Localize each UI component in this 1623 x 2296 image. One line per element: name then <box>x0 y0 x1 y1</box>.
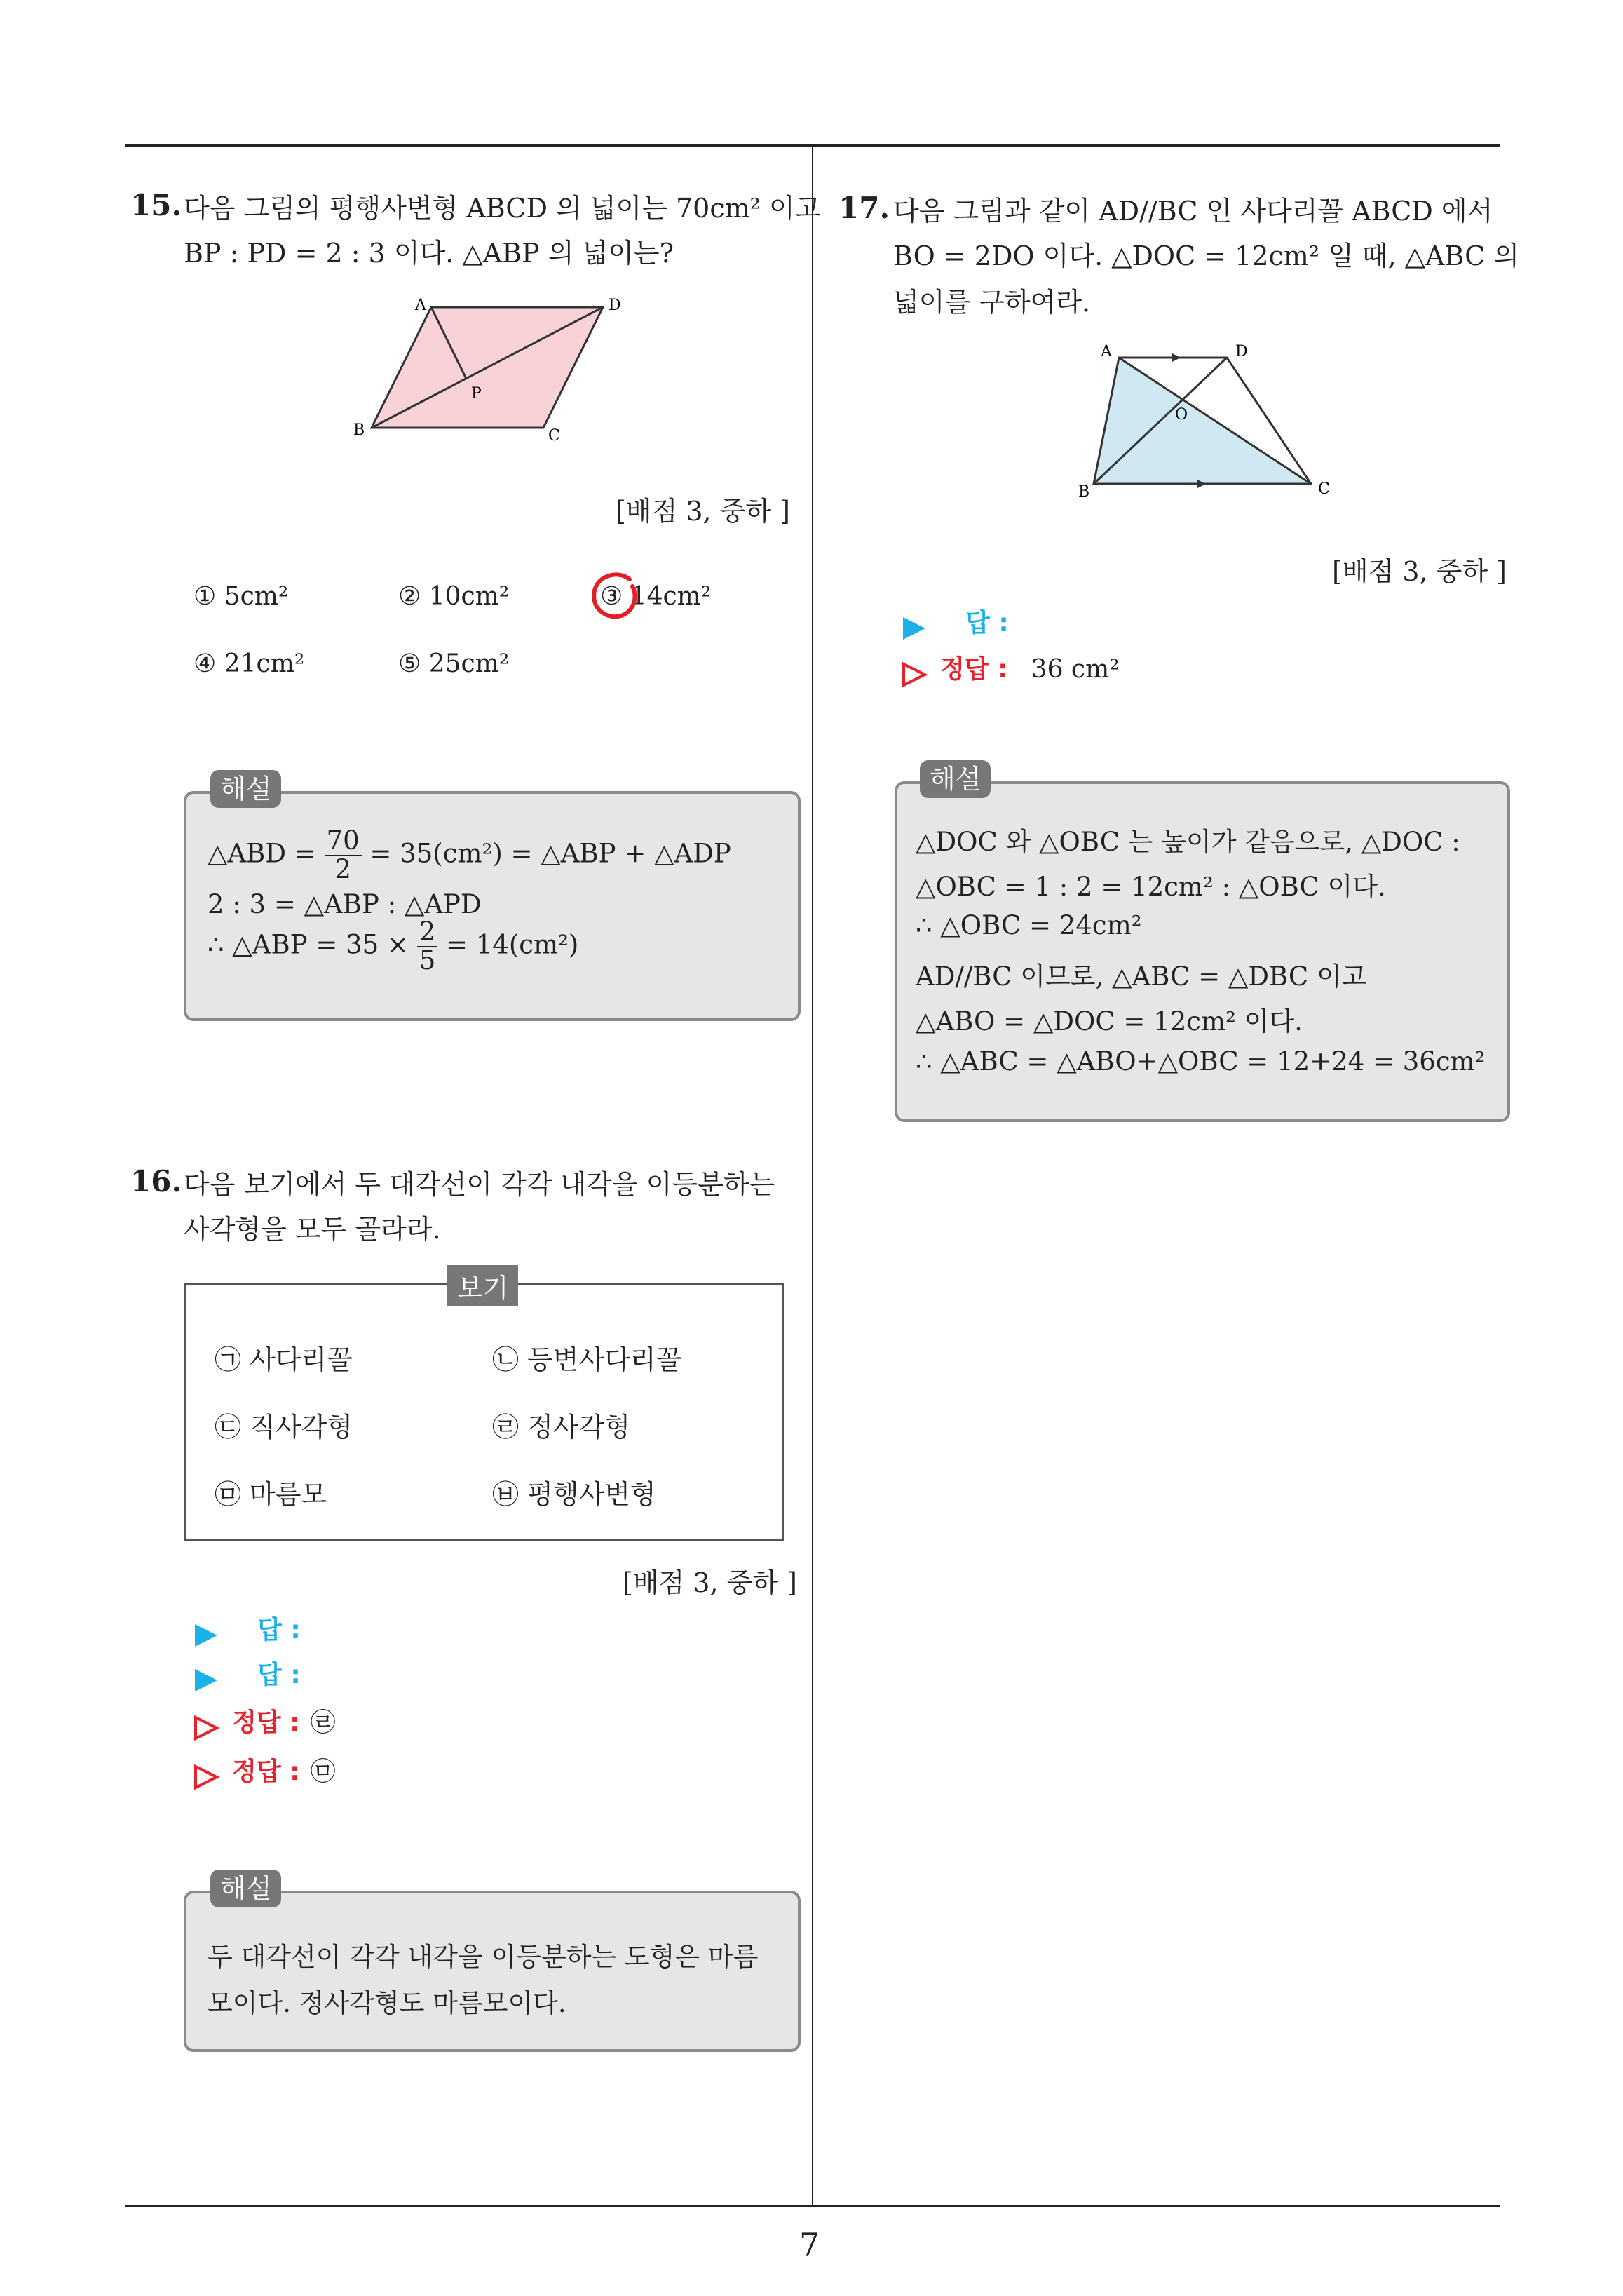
label-d: D <box>609 297 621 314</box>
correct-arrow-icon <box>193 1715 219 1741</box>
question-15-solution-line2: 2 : 3 = △ABP : △APD <box>208 889 482 919</box>
triangle-abc-shaded <box>1094 358 1311 484</box>
question-16-correct-1 <box>193 1703 336 1741</box>
choice-3[interactable]: ③ 14cm² <box>600 582 712 611</box>
question-16-answer-1[interactable] <box>193 1610 301 1648</box>
bogi-item-5: ㉤ 마름모 <box>215 1479 327 1510</box>
answer-label: 답 : <box>257 1616 301 1645</box>
question-17-line3: 넓이를 구하여라. <box>893 287 1091 318</box>
question-16-line1: 다음 보기에서 두 대각선이 각각 내각을 이등분하는 <box>184 1169 775 1200</box>
question-15-number: 15. <box>130 188 182 222</box>
question-15-line2: BP : PD = 2 : 3 이다. △ABP 의 넓이는? <box>184 238 674 269</box>
question-15-solution-tab: 해설 <box>210 770 281 808</box>
bogi-item-2: ㉡ 등변사다리꼴 <box>492 1344 682 1375</box>
bottom-rule <box>125 2205 1500 2207</box>
selected-circle-icon <box>589 569 642 623</box>
question-16-solution-line1: 두 대각선이 각각 내각을 이등분하는 도형은 마름 <box>208 1942 759 1972</box>
question-16-solution-tab: 해설 <box>210 1870 281 1907</box>
question-17-line2: BO = 2DO 이다. △DOC = 12cm² 일 때, △ABC 의 <box>893 241 1519 271</box>
question-15-solution-line3: ∴ △ABP = 35 × $\frac{2}{5}$ = 14(cm²) <box>208 917 579 975</box>
correct-arrow-icon <box>193 1764 219 1790</box>
label-c: C <box>548 427 560 445</box>
question-16-score: [배점 3, 중하 ] <box>623 1567 797 1598</box>
question-17-score: [배점 3, 중하 ] <box>1332 556 1507 587</box>
label-b: B <box>353 421 365 439</box>
label-p: P <box>471 385 482 403</box>
label-a: A <box>1101 343 1112 360</box>
correct-label: 정답 : <box>232 1757 300 1786</box>
correct-value: ㉤ <box>310 1757 336 1786</box>
question-16-line2: 사각형을 모두 골라라. <box>184 1214 441 1245</box>
question-15-solution-line1: △ABD = $\frac{70}{2}$ = 35(cm²) = △ABP + △ADP <box>208 825 731 884</box>
correct-value: 36 cm² <box>1031 655 1120 684</box>
question-16-solution-line2: 모이다. 정사각형도 마름모이다. <box>208 1988 566 2018</box>
label-d: D <box>1235 343 1248 360</box>
question-16-correct-2 <box>193 1752 336 1790</box>
choice-1[interactable]: ① 5cm² <box>193 582 289 611</box>
question-17-solution-line6: ∴ △ABC = △ABO+△OBC = 12+24 = 36cm² <box>916 1046 1486 1076</box>
question-17-solution-line1: △DOC 와 △OBC 는 높이가 같음으로, △DOC : <box>916 827 1460 857</box>
parallel-mark-top <box>1172 353 1181 362</box>
bogi-item-4: ㉣ 정사각형 <box>492 1412 630 1443</box>
correct-label: 정답 : <box>232 1708 300 1737</box>
answer-label: 답 : <box>257 1661 301 1689</box>
label-a: A <box>415 297 426 314</box>
label-c: C <box>1318 480 1330 498</box>
question-15-line1: 다음 그림의 평행사변형 ABCD 의 넓이는 70cm² 이고 <box>184 193 821 224</box>
answer-arrow-icon <box>902 616 927 641</box>
question-17-solution-line3: ∴ △OBC = 24cm² <box>916 910 1142 940</box>
question-15-score: [배점 3, 중하 ] <box>616 496 790 527</box>
trapezoid-figure <box>1080 344 1346 505</box>
label-o: O <box>1175 406 1188 424</box>
label-b: B <box>1078 483 1090 501</box>
bogi-item-3: ㉢ 직사각형 <box>215 1412 353 1443</box>
correct-arrow-icon <box>902 662 927 687</box>
answer-arrow-icon <box>193 1668 219 1693</box>
parallelogram-figure <box>353 295 624 449</box>
question-17-solution-line2: △OBC = 1 : 2 = 12cm² : △OBC 이다. <box>916 872 1386 902</box>
correct-label: 정답 : <box>940 655 1008 684</box>
answer-label: 답 : <box>965 609 1009 637</box>
choice-4[interactable]: ④ 21cm² <box>193 649 305 678</box>
question-17-solution-line4: AD//BC 이므로, △ABC = △DBC 이고 <box>916 961 1367 992</box>
question-17-solution-tab: 해설 <box>920 760 991 798</box>
question-17-number: 17. <box>838 191 890 225</box>
page-number: 7 <box>799 2226 820 2264</box>
bogi-item-6: ㉥ 평행사변형 <box>492 1479 656 1510</box>
correct-value: ㉣ <box>310 1708 336 1737</box>
question-17-solution-line5: △ABO = △DOC = 12cm² 이다. <box>916 1006 1303 1036</box>
question-17-answer[interactable] <box>902 603 1009 641</box>
bogi-item-1: ㉠ 사다리꼴 <box>215 1344 353 1375</box>
answer-arrow-icon <box>193 1623 219 1648</box>
question-16-number: 16. <box>130 1164 182 1198</box>
choice-2[interactable]: ② 10cm² <box>398 582 510 611</box>
question-16-answer-2[interactable] <box>193 1655 301 1693</box>
column-divider <box>812 144 813 2206</box>
question-17-line1: 다음 그림과 같이 AD//BC 인 사다리꼴 ABCD 에서 <box>893 196 1493 227</box>
choice-5[interactable]: ⑤ 25cm² <box>398 649 510 678</box>
question-17-correct <box>902 649 1120 687</box>
bogi-tab: 보기 <box>447 1265 518 1306</box>
